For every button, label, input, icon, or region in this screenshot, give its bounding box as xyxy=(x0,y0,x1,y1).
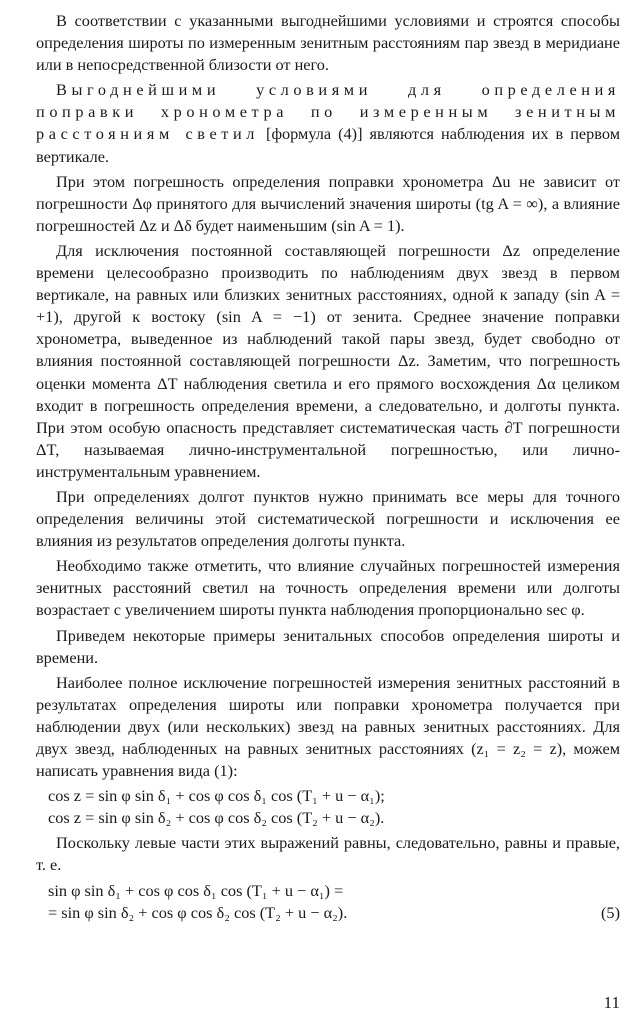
paragraph-4: Для исключения постоянной составляющей погрешности Δz определение времени целесообразно производить по наблюдениям двух звезд в первом вертикале, на равных или близких зенитных расстояниях, одной к западу (sin A = +1), другой к востоку (sin A = −1) от зенита. Среднее значение поправки хронометра, выведенное из наблюдений такой пары звезд, будет свободно от влияния постоянной составляющей погрешности Δz. Заметим, что погрешность оценки момента ΔT наблюдения светила и его прямого восхождения Δα целиком входит в погрешность определения времени, а следовательно, и долготы пункта. При этом особую опасность представляет систематическая часть ∂T погрешности ΔT, называемая лично-инструментальной погрешностью, или лично-инструментальным уравнением. xyxy=(36,240,620,481)
paragraph-8: Наиболее полное исключение погрешностей измерения зенитных расстояний в результатах определения широты или поправки хронометра получается при наблюдении двух (или нескольких) звезд на равных зенитных расстояниях. Для двух звезд, наблюденных на равных зенитных расстояниях (z₁ = z₂ = z), можем написать уравнения вида (1): xyxy=(36,672,620,781)
equation-5-line-2: = sin φ sin δ₂ + cos φ cos δ₂ cos (T₂ + u − α₂). xyxy=(48,902,348,922)
paragraph-5: При определениях долгот пунктов нужно принимать все меры для точного определения величины этой систематической погрешности и исключения ее влияния из результатов определения долготы пункта. xyxy=(36,486,620,551)
equation-5-line-1: sin φ sin δ₁ + cos φ cos δ₁ cos (T₁ + u − α₁) = xyxy=(48,880,344,900)
document-page xyxy=(36,10,620,924)
paragraph-7: Приведем некоторые примеры зенитальных способов определения широты и времени. xyxy=(36,625,620,667)
equation-2: cos z = sin φ sin δ₂ + cos φ cos δ₂ cos (T₂ + u − α₂). xyxy=(48,808,385,828)
paragraph-2 xyxy=(36,79,620,167)
paragraph-1: В соответствии с указанными выгоднейшими условиями и строятся способы определения широты по измеренным зенитным расстояниям пар звезд в меридиане или в непосредственной близости от него. xyxy=(36,11,620,75)
paragraph-9: Поскольку левые части этих выражений равны, следовательно, равны и правые, т. е. xyxy=(36,833,620,875)
equation-1: cos z = sin φ sin δ₁ + cos φ cos δ₁ cos (T₁ + u − α₁); xyxy=(48,786,385,806)
page-number: 11 xyxy=(603,993,620,1012)
spaced-emphasis-text: Выгоднейшими условиями для определения поправки хронометра по измеренным зенитным расстояниям светил xyxy=(36,80,620,144)
equation-5 xyxy=(36,880,620,924)
paragraph-2-tail: [формула (4)] являются наблюдения их в первом вертикале. xyxy=(36,124,621,166)
paragraph-6: Необходимо также отметить, что влияние случайных погрешностей измерения зенитных расстояний светил на точность определения времени или долготы возрастает с увеличением широты пункта наблюдения пропорционально sec φ. xyxy=(36,556,620,620)
equation-number: (5) xyxy=(601,902,620,922)
paragraph-3: При этом погрешность определения поправки хронометра Δu не зависит от погрешности Δφ принятого для вычислений значения широты (tg A = ∞), а влияние погрешностей Δz и Δδ будет наименьшим (sin A = 1). xyxy=(36,171,620,235)
